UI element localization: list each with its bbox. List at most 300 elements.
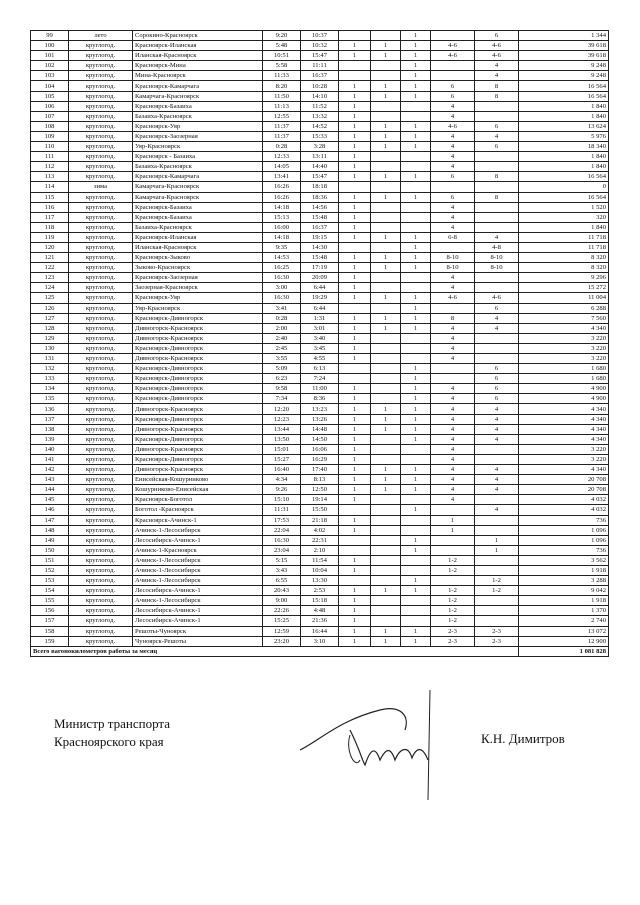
table-row xyxy=(31,606,609,616)
row-number-cell: 158 xyxy=(31,626,69,636)
col-10-cell xyxy=(475,182,519,192)
col-8-cell: 1 xyxy=(401,576,431,586)
col-6-cell xyxy=(339,71,371,81)
departure-time-cell: 2:00 xyxy=(263,323,301,333)
arrival-time-cell: 3:45 xyxy=(301,343,339,353)
route-cell: Красноярск-Иланская xyxy=(133,41,263,51)
col-8-cell: 1 xyxy=(401,131,431,141)
col-7-cell: 1 xyxy=(371,475,401,485)
col-7-cell xyxy=(371,242,401,252)
arrival-time-cell: 4:55 xyxy=(301,354,339,364)
arrival-time-cell: 14:40 xyxy=(301,162,339,172)
col-7-cell: 1 xyxy=(371,192,401,202)
departure-time-cell: 9:35 xyxy=(263,242,301,252)
col-9-cell: 4 xyxy=(431,152,475,162)
arrival-time-cell: 4:48 xyxy=(301,606,339,616)
table-row xyxy=(31,364,609,374)
table-row xyxy=(31,162,609,172)
row-number-cell: 155 xyxy=(31,596,69,606)
row-number-cell: 118 xyxy=(31,222,69,232)
season-cell: круглогод. xyxy=(69,192,133,202)
car-km-cell: 16 564 xyxy=(519,81,609,91)
departure-time-cell: 10:51 xyxy=(263,51,301,61)
col-10-cell: 4 xyxy=(475,475,519,485)
departure-time-cell: 9:58 xyxy=(263,384,301,394)
col-9-cell: 1-2 xyxy=(431,596,475,606)
table-row xyxy=(31,525,609,535)
col-6-cell: 1 xyxy=(339,333,371,343)
col-7-cell xyxy=(371,444,401,454)
arrival-time-cell: 11:52 xyxy=(301,101,339,111)
col-9-cell: 4-6 xyxy=(431,121,475,131)
season-cell: круглогод. xyxy=(69,454,133,464)
route-cell: Ачинск-1-Лесосибирск xyxy=(133,555,263,565)
season-cell: круглогод. xyxy=(69,283,133,293)
table-body xyxy=(31,31,609,647)
col-10-cell xyxy=(475,152,519,162)
departure-time-cell: 20:43 xyxy=(263,586,301,596)
route-cell: Кошурниково-Енисейская xyxy=(133,485,263,495)
arrival-time-cell: 14:50 xyxy=(301,434,339,444)
row-number-cell: 134 xyxy=(31,384,69,394)
col-6-cell: 1 xyxy=(339,91,371,101)
col-7-cell: 1 xyxy=(371,232,401,242)
col-9-cell: 6 xyxy=(431,192,475,202)
col-8-cell: 1 xyxy=(401,232,431,242)
car-km-cell: 4 340 xyxy=(519,323,609,333)
col-9-cell: 4 xyxy=(431,454,475,464)
departure-time-cell: 3:00 xyxy=(263,283,301,293)
departure-time-cell: 12:55 xyxy=(263,111,301,121)
car-km-cell: 8 320 xyxy=(519,253,609,263)
car-km-cell: 5 976 xyxy=(519,131,609,141)
row-number-cell: 144 xyxy=(31,485,69,495)
col-10-cell: 4-6 xyxy=(475,293,519,303)
col-8-cell xyxy=(401,596,431,606)
col-8-cell: 1 xyxy=(401,192,431,202)
departure-time-cell: 0:28 xyxy=(263,313,301,323)
row-number-cell: 121 xyxy=(31,253,69,263)
season-cell: круглогод. xyxy=(69,465,133,475)
row-number-cell: 146 xyxy=(31,505,69,515)
departure-time-cell: 17:53 xyxy=(263,515,301,525)
route-cell: Енисейская-Кошурниково xyxy=(133,475,263,485)
table-row xyxy=(31,182,609,192)
table-row xyxy=(31,222,609,232)
col-9-cell: 4 xyxy=(431,495,475,505)
row-number-cell: 105 xyxy=(31,91,69,101)
car-km-cell: 4 340 xyxy=(519,404,609,414)
season-cell: круглогод. xyxy=(69,202,133,212)
col-7-cell xyxy=(371,152,401,162)
col-10-cell: 8 xyxy=(475,81,519,91)
col-10-cell: 4 xyxy=(475,505,519,515)
col-8-cell: 1 xyxy=(401,434,431,444)
season-cell: круглогод. xyxy=(69,81,133,91)
col-9-cell: 4 xyxy=(431,283,475,293)
col-7-cell: 1 xyxy=(371,81,401,91)
route-cell: Заозерная-Красноярск xyxy=(133,283,263,293)
car-km-cell: 4 032 xyxy=(519,505,609,515)
arrival-time-cell: 17:19 xyxy=(301,263,339,273)
row-number-cell: 99 xyxy=(31,31,69,41)
col-7-cell: 1 xyxy=(371,424,401,434)
departure-time-cell: 14:18 xyxy=(263,232,301,242)
season-cell: круглогод. xyxy=(69,545,133,555)
departure-time-cell: 13:41 xyxy=(263,172,301,182)
car-km-cell: 9 248 xyxy=(519,61,609,71)
car-km-cell: 0 xyxy=(519,182,609,192)
col-7-cell: 1 xyxy=(371,414,401,424)
table-row xyxy=(31,475,609,485)
season-cell: круглогод. xyxy=(69,263,133,273)
table-row xyxy=(31,172,609,182)
col-7-cell xyxy=(371,394,401,404)
table-row xyxy=(31,202,609,212)
season-cell: круглогод. xyxy=(69,333,133,343)
car-km-cell: 9 248 xyxy=(519,71,609,81)
departure-time-cell: 2:45 xyxy=(263,343,301,353)
season-cell: круглогод. xyxy=(69,535,133,545)
arrival-time-cell: 3:40 xyxy=(301,333,339,343)
col-6-cell: 1 xyxy=(339,202,371,212)
col-10-cell xyxy=(475,454,519,464)
col-10-cell xyxy=(475,444,519,454)
col-10-cell: 4 xyxy=(475,404,519,414)
departure-time-cell: 6:55 xyxy=(263,576,301,586)
col-6-cell xyxy=(339,364,371,374)
table-row xyxy=(31,152,609,162)
schedule-table xyxy=(30,30,609,657)
row-number-cell: 112 xyxy=(31,162,69,172)
route-cell: Уяр-Красноярск xyxy=(133,142,263,152)
col-9-cell: 8-10 xyxy=(431,263,475,273)
arrival-time-cell: 20:09 xyxy=(301,273,339,283)
col-9-cell: 4 xyxy=(431,212,475,222)
col-9-cell: 4 xyxy=(431,404,475,414)
col-9-cell: 1 xyxy=(431,515,475,525)
departure-time-cell: 5:58 xyxy=(263,61,301,71)
col-6-cell: 1 xyxy=(339,434,371,444)
col-8-cell: 1 xyxy=(401,485,431,495)
table-row xyxy=(31,414,609,424)
car-km-cell: 6 288 xyxy=(519,303,609,313)
season-cell: круглогод. xyxy=(69,101,133,111)
table-row xyxy=(31,596,609,606)
table-row xyxy=(31,61,609,71)
col-8-cell: 1 xyxy=(401,545,431,555)
arrival-time-cell: 10:28 xyxy=(301,81,339,91)
car-km-cell: 9 296 xyxy=(519,273,609,283)
route-cell: Красноярск-Дивногорск xyxy=(133,313,263,323)
col-7-cell xyxy=(371,222,401,232)
route-cell: Чуноярск-Решоты xyxy=(133,636,263,646)
col-6-cell: 1 xyxy=(339,394,371,404)
departure-time-cell: 11:31 xyxy=(263,505,301,515)
col-8-cell xyxy=(401,101,431,111)
arrival-time-cell: 14:52 xyxy=(301,121,339,131)
car-km-cell: 4 340 xyxy=(519,424,609,434)
arrival-time-cell: 10:04 xyxy=(301,565,339,575)
car-km-cell: 1 520 xyxy=(519,202,609,212)
departure-time-cell: 11:33 xyxy=(263,71,301,81)
col-6-cell: 1 xyxy=(339,263,371,273)
table-row xyxy=(31,424,609,434)
route-cell: Камарчага-Красноярск xyxy=(133,192,263,202)
col-6-cell: 1 xyxy=(339,454,371,464)
col-6-cell: 1 xyxy=(339,212,371,222)
col-7-cell xyxy=(371,101,401,111)
col-7-cell: 1 xyxy=(371,586,401,596)
table-row xyxy=(31,333,609,343)
row-number-cell: 138 xyxy=(31,424,69,434)
car-km-cell: 11 718 xyxy=(519,232,609,242)
col-9-cell: 1 xyxy=(431,525,475,535)
col-8-cell: 1 xyxy=(401,41,431,51)
departure-time-cell: 16:40 xyxy=(263,465,301,475)
route-cell: Камарчага-Красноярск xyxy=(133,182,263,192)
row-number-cell: 143 xyxy=(31,475,69,485)
col-8-cell: 1 xyxy=(401,414,431,424)
route-cell: Красноярск-Иланская xyxy=(133,232,263,242)
arrival-time-cell: 15:48 xyxy=(301,253,339,263)
arrival-time-cell: 21:36 xyxy=(301,616,339,626)
col-7-cell: 1 xyxy=(371,131,401,141)
season-cell: круглогод. xyxy=(69,273,133,283)
car-km-cell: 1 840 xyxy=(519,162,609,172)
season-cell: круглогод. xyxy=(69,354,133,364)
col-9-cell: 4 xyxy=(431,101,475,111)
departure-time-cell: 23:04 xyxy=(263,545,301,555)
col-9-cell: 4 xyxy=(431,414,475,424)
car-km-cell: 16 564 xyxy=(519,192,609,202)
departure-time-cell: 22:04 xyxy=(263,525,301,535)
season-cell: круглогод. xyxy=(69,565,133,575)
row-number-cell: 141 xyxy=(31,454,69,464)
route-cell: Красноярск-Дивногорск xyxy=(133,384,263,394)
arrival-time-cell: 13:23 xyxy=(301,404,339,414)
row-number-cell: 115 xyxy=(31,192,69,202)
arrival-time-cell: 2:53 xyxy=(301,586,339,596)
col-6-cell: 1 xyxy=(339,626,371,636)
col-8-cell: 1 xyxy=(401,263,431,273)
col-10-cell: 6 xyxy=(475,374,519,384)
col-10-cell: 6 xyxy=(475,364,519,374)
season-cell: круглогод. xyxy=(69,71,133,81)
arrival-time-cell: 3:28 xyxy=(301,142,339,152)
col-9-cell: 1-2 xyxy=(431,555,475,565)
col-9-cell xyxy=(431,61,475,71)
departure-time-cell: 14:53 xyxy=(263,253,301,263)
table-row xyxy=(31,505,609,515)
season-cell: круглогод. xyxy=(69,475,133,485)
table-row xyxy=(31,293,609,303)
col-10-cell xyxy=(475,555,519,565)
season-cell: круглогод. xyxy=(69,434,133,444)
table-row xyxy=(31,192,609,202)
row-number-cell: 151 xyxy=(31,555,69,565)
col-10-cell xyxy=(475,101,519,111)
arrival-time-cell: 6:13 xyxy=(301,364,339,374)
car-km-cell: 4 340 xyxy=(519,434,609,444)
col-10-cell xyxy=(475,222,519,232)
row-number-cell: 120 xyxy=(31,242,69,252)
row-number-cell: 110 xyxy=(31,142,69,152)
departure-time-cell: 16:30 xyxy=(263,535,301,545)
arrival-time-cell: 16:37 xyxy=(301,222,339,232)
col-8-cell xyxy=(401,111,431,121)
route-cell: Красноярск - Базаиха xyxy=(133,152,263,162)
col-8-cell xyxy=(401,212,431,222)
col-7-cell: 1 xyxy=(371,636,401,646)
col-9-cell xyxy=(431,364,475,374)
table-row xyxy=(31,313,609,323)
row-number-cell: 147 xyxy=(31,515,69,525)
season-cell: круглогод. xyxy=(69,61,133,71)
col-6-cell xyxy=(339,61,371,71)
col-6-cell: 1 xyxy=(339,424,371,434)
route-cell: Красноярск-Дивногорск xyxy=(133,364,263,374)
col-6-cell: 1 xyxy=(339,101,371,111)
season-cell: круглогод. xyxy=(69,121,133,131)
route-cell: Красноярск-Зыково xyxy=(133,253,263,263)
col-6-cell: 1 xyxy=(339,283,371,293)
col-9-cell: 4 xyxy=(431,202,475,212)
route-cell: Базаиха-Красноярск xyxy=(133,222,263,232)
arrival-time-cell: 8:36 xyxy=(301,394,339,404)
route-cell: Красноярск-Базаиха xyxy=(133,101,263,111)
arrival-time-cell: 2:10 xyxy=(301,545,339,555)
route-cell: Красноярск-Ачинск-1 xyxy=(133,515,263,525)
route-cell: Сорокино-Красноярск xyxy=(133,31,263,41)
departure-time-cell: 12:23 xyxy=(263,414,301,424)
arrival-time-cell: 4:02 xyxy=(301,525,339,535)
col-7-cell xyxy=(371,535,401,545)
col-7-cell xyxy=(371,515,401,525)
col-9-cell: 4-6 xyxy=(431,51,475,61)
col-8-cell xyxy=(401,606,431,616)
season-cell: круглогод. xyxy=(69,576,133,586)
route-cell: Иланская-Красноярск xyxy=(133,242,263,252)
table-row xyxy=(31,434,609,444)
arrival-time-cell: 15:48 xyxy=(301,212,339,222)
route-cell: Ачинск-1-Лесосибирск xyxy=(133,565,263,575)
col-8-cell: 1 xyxy=(401,313,431,323)
col-7-cell xyxy=(371,364,401,374)
col-8-cell: 1 xyxy=(401,475,431,485)
route-cell: Дивногорск-Красноярск xyxy=(133,444,263,454)
col-8-cell: 1 xyxy=(401,142,431,152)
col-9-cell: 6-8 xyxy=(431,232,475,242)
season-cell: круглогод. xyxy=(69,596,133,606)
departure-time-cell: 14:18 xyxy=(263,202,301,212)
row-number-cell: 129 xyxy=(31,333,69,343)
arrival-time-cell: 14:10 xyxy=(301,91,339,101)
col-10-cell: 8-10 xyxy=(475,263,519,273)
route-cell: Красноярск-Дивногорск xyxy=(133,343,263,353)
car-km-cell: 16 564 xyxy=(519,91,609,101)
departure-time-cell: 3:43 xyxy=(263,565,301,575)
arrival-time-cell: 14:56 xyxy=(301,202,339,212)
table-row xyxy=(31,343,609,353)
col-6-cell: 1 xyxy=(339,192,371,202)
col-10-cell: 8 xyxy=(475,192,519,202)
col-9-cell xyxy=(431,535,475,545)
season-cell: круглогод. xyxy=(69,313,133,323)
col-8-cell xyxy=(401,222,431,232)
row-number-cell: 135 xyxy=(31,394,69,404)
col-10-cell xyxy=(475,343,519,353)
row-number-cell: 103 xyxy=(31,71,69,81)
arrival-time-cell: 6:44 xyxy=(301,283,339,293)
col-7-cell xyxy=(371,212,401,222)
route-cell: Камарчага-Красноярск xyxy=(133,91,263,101)
col-10-cell xyxy=(475,515,519,525)
col-9-cell: 4 xyxy=(431,434,475,444)
row-number-cell: 116 xyxy=(31,202,69,212)
arrival-time-cell: 10:32 xyxy=(301,41,339,51)
row-number-cell: 102 xyxy=(31,61,69,71)
col-8-cell: 1 xyxy=(401,253,431,263)
col-8-cell xyxy=(401,525,431,535)
col-7-cell xyxy=(371,71,401,81)
col-9-cell: 4 xyxy=(431,131,475,141)
col-6-cell: 1 xyxy=(339,121,371,131)
col-8-cell: 1 xyxy=(401,242,431,252)
col-6-cell xyxy=(339,303,371,313)
col-10-cell xyxy=(475,273,519,283)
table-row xyxy=(31,374,609,384)
col-7-cell xyxy=(371,354,401,364)
arrival-time-cell: 16:06 xyxy=(301,444,339,454)
car-km-cell: 20 708 xyxy=(519,485,609,495)
col-7-cell xyxy=(371,606,401,616)
col-9-cell xyxy=(431,303,475,313)
table-row xyxy=(31,303,609,313)
car-km-cell: 4 900 xyxy=(519,384,609,394)
car-km-cell: 1 840 xyxy=(519,101,609,111)
col-9-cell xyxy=(431,576,475,586)
col-6-cell xyxy=(339,576,371,586)
car-km-cell: 3 220 xyxy=(519,343,609,353)
arrival-time-cell: 15:47 xyxy=(301,51,339,61)
col-10-cell xyxy=(475,333,519,343)
col-9-cell xyxy=(431,31,475,41)
season-cell: круглогод. xyxy=(69,636,133,646)
table-row xyxy=(31,565,609,575)
car-km-cell: 11 004 xyxy=(519,293,609,303)
col-9-cell: 4 xyxy=(431,111,475,121)
col-9-cell: 6 xyxy=(431,172,475,182)
season-cell: круглогод. xyxy=(69,404,133,414)
col-6-cell: 1 xyxy=(339,162,371,172)
table-row xyxy=(31,384,609,394)
col-8-cell: 1 xyxy=(401,31,431,41)
col-6-cell: 1 xyxy=(339,606,371,616)
col-9-cell: 4 xyxy=(431,444,475,454)
col-9-cell: 4 xyxy=(431,273,475,283)
row-number-cell: 137 xyxy=(31,414,69,424)
route-cell: Красноярск-Дивногорск xyxy=(133,414,263,424)
row-number-cell: 104 xyxy=(31,81,69,91)
arrival-time-cell: 15:47 xyxy=(301,172,339,182)
col-10-cell: 4 xyxy=(475,424,519,434)
col-9-cell: 2-3 xyxy=(431,636,475,646)
car-km-cell: 1 096 xyxy=(519,535,609,545)
car-km-cell: 3 220 xyxy=(519,354,609,364)
col-9-cell: 4 xyxy=(431,384,475,394)
departure-time-cell: 8:20 xyxy=(263,81,301,91)
